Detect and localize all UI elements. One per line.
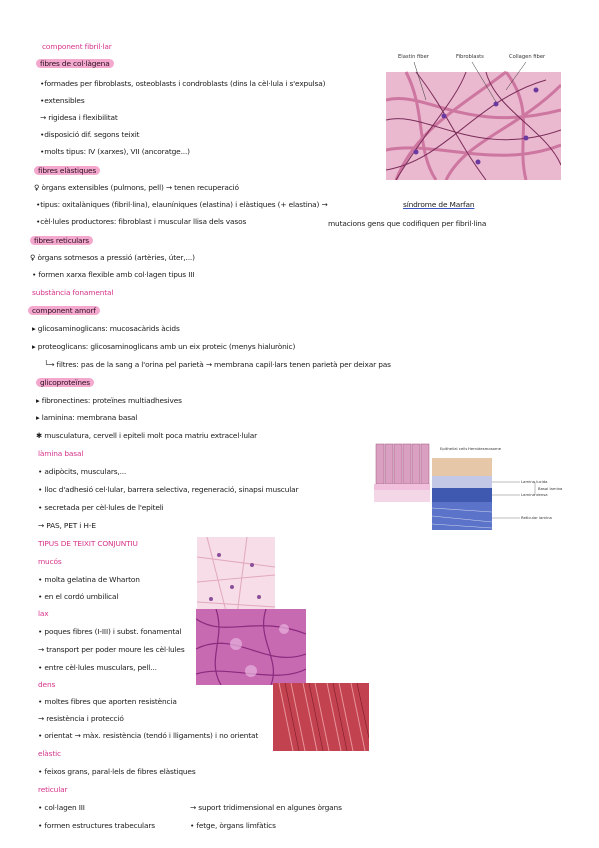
heading-glycoproteins — [36, 378, 94, 388]
note-line: → transport per poder moure les cèl·lules — [38, 645, 185, 654]
heading-basal-lamina: làmina basal — [38, 449, 84, 458]
note-line: • formen xarxa flexible amb col·lagen tipus III — [32, 270, 195, 279]
note-line: mutacions gens que codifiquen per fibril·lina — [328, 219, 487, 228]
highlight-marker: fibres reticulars — [30, 236, 93, 245]
basal-lamina-svg — [370, 438, 570, 538]
loose-tissue-image — [196, 609, 306, 685]
label-fibroblasts: Fibroblasts — [456, 54, 484, 60]
note-line: • entre cèl·lules musculars, pell... — [38, 663, 157, 672]
note-line: → resistència i protecció — [38, 714, 124, 723]
heading-reticular: reticular — [38, 785, 68, 794]
heading-elastic: elàstic — [38, 749, 61, 758]
fiber-diagram-image — [386, 40, 561, 180]
note-line: → PAS, PET i H-E — [38, 521, 96, 530]
note-line: • secretada per cèl·lules de l'epiteli — [38, 503, 164, 512]
label-hemidesmosome: Hemidesmosome — [468, 446, 502, 451]
heading-amorphous — [28, 306, 100, 316]
heading-component-fibrillar: component fibril·lar — [42, 42, 112, 51]
note-line: ✱ musculatura, cervell i epiteli molt poca matriu extracel·lular — [36, 431, 258, 440]
basal-lamina-diagram — [370, 438, 570, 538]
label-lamina-lucida: Lamina lucida — [521, 479, 548, 484]
highlight-marker: glicoproteïnes — [36, 378, 94, 387]
heading-connective-types: TIPUS DE TEIXIT CONJUNTIU — [38, 539, 138, 548]
note-line: •cèl·lules productores: fibroblast i muscular llisa dels vasos — [36, 217, 247, 226]
loose-tissue-svg — [196, 609, 306, 685]
note-line: • adipòcits, musculars,... — [38, 467, 127, 476]
note-line: •disposició dif. segons teixit — [40, 130, 140, 139]
note-line: •tipus: oxitalàniques (fibril·lina), elauníniques (elastina) i elàstiques (+ elastina) → — [36, 200, 328, 209]
fiber-diagram-svg — [386, 40, 561, 180]
note-line: •molts tipus: IV (xarxes), VII (ancoratge...) — [40, 147, 190, 156]
note-line: • formen estructures trabeculars — [38, 821, 155, 830]
highlight-marker: fibres de col·làgena — [36, 59, 114, 68]
heading-dense: dens — [38, 680, 56, 689]
note-line: ▸ glicosaminoglicans: mucosacàrids àcids — [32, 324, 180, 333]
note-line: ▸ laminina: membrana basal — [36, 413, 138, 422]
note-line: ♀ òrgans sotmesos a pressió (artèries, úter,...) — [30, 253, 195, 262]
mucous-tissue-image — [197, 537, 275, 615]
dense-tissue-svg — [273, 683, 369, 751]
heading-ground-substance: substància fonamental — [32, 288, 114, 297]
heading-reticular-fibres — [30, 236, 93, 246]
highlight-marker: fibres elàstiques — [34, 166, 100, 175]
note-line: ▸ proteoglicans: glicosaminoglicans amb un eix proteic (menys hialurònic) — [32, 342, 296, 351]
note-line: • fetge, òrgans limfàtics — [190, 821, 276, 830]
note-line: • en el cordó umbilical — [38, 592, 119, 601]
note-line: → suport tridimensional en algunes òrgans — [190, 803, 342, 812]
label-basal-lamina: Basal lamina — [538, 486, 563, 491]
note-line: • molta gelatina de Wharton — [38, 575, 140, 584]
heading-mucous: mucós — [38, 557, 62, 566]
label-elastin-fiber: Elastin fiber — [398, 54, 429, 60]
note-line: • moltes fibres que aporten resistència — [38, 697, 177, 706]
note-line: ♀ òrgans extensibles (pulmons, pell) → tenen recuperació — [34, 183, 239, 192]
note-line: • orientat → màx. resistència (tendó i lligaments) i no orientat — [38, 731, 259, 740]
heading-collagen-fibres — [36, 59, 114, 69]
note-line: ▸ fibronectines: proteïnes multiadhesives — [36, 396, 182, 405]
note-line: • lloc d'adhesió cel·lular, barrera selectiva, regeneració, sinapsi muscular — [38, 485, 299, 494]
note-line: • feixos grans, paral·lels de fibres elàstiques — [38, 767, 196, 776]
label-lamina-densa: Lamina densa — [521, 492, 548, 497]
note-line: •formades per fibroblasts, osteoblasts i condroblasts (dins la cèl·lula i s'expulsa) — [40, 79, 326, 88]
note-line: • col·lagen III — [38, 803, 85, 812]
note-marfan: síndrome de Marfan — [403, 200, 475, 209]
note-line: └→ filtres: pas de la sang a l'orina pel parietà → membrana capil·lars tenen parietà per deixar pas — [44, 360, 391, 369]
heading-elastic-fibres — [34, 166, 100, 176]
note-line: •extensibles — [40, 96, 85, 105]
label-collagen-fiber: Collagen fiber — [509, 54, 546, 60]
dense-tissue-image — [273, 683, 369, 751]
note-line: • poques fibres (I-III) i subst. fonamental — [38, 627, 182, 636]
highlight-marker: component amorf — [28, 306, 100, 315]
note-line: → rigidesa i flexibilitat — [40, 113, 118, 122]
heading-loose: lax — [38, 609, 49, 618]
label-reticular-lamina: Reticular lamina — [521, 515, 552, 520]
label-epithelial-cells: Epithelial cells — [440, 446, 468, 451]
mucous-tissue-svg — [197, 537, 275, 615]
